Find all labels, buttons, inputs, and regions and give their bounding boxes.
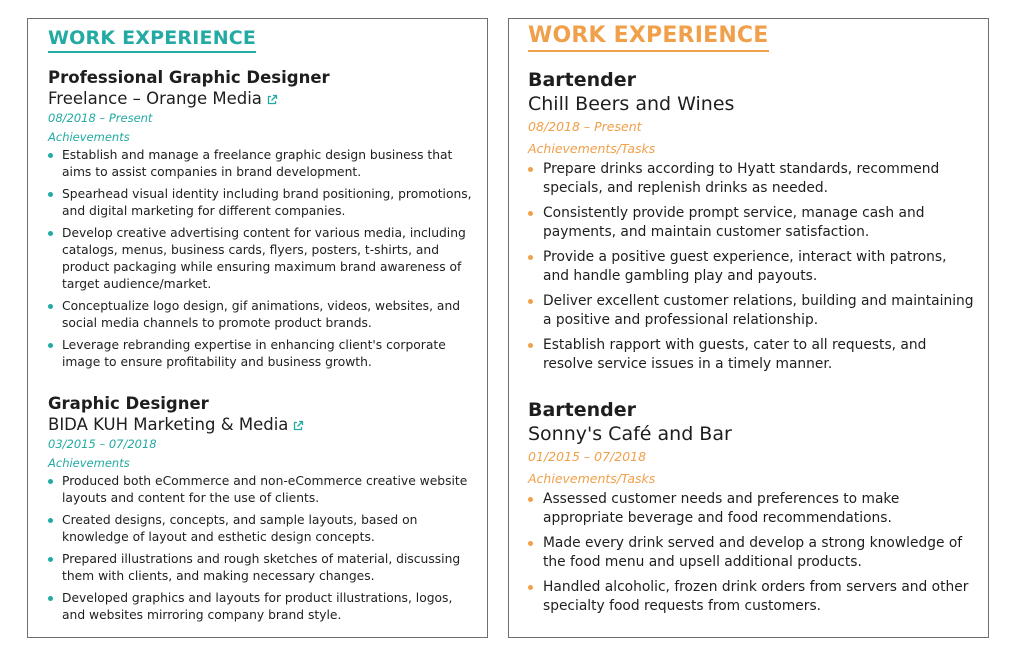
job-title: Graphic Designer — [48, 394, 209, 413]
list-item — [48, 186, 473, 220]
job-title: Professional Graphic Designer — [48, 68, 330, 87]
bullet-text: Developed graphics and layouts for product illustrations, logos, and websites mirroring company brand style. — [62, 591, 453, 622]
job-entry — [48, 67, 473, 371]
bullet-text: Prepared illustrations and rough sketches of material, discussing them with clients, and making necessary changes. — [62, 552, 461, 583]
bullet-text: Spearhead visual identity including brand positioning, promotions, and digital marketing for different companies. — [62, 187, 472, 218]
job-dates: 01/2015 – 07/2018 — [528, 449, 647, 464]
bullet-text: Provide a positive guest experience, interact with patrons, and handle gambling play and payouts. — [543, 249, 947, 284]
bullet-icon — [528, 255, 533, 260]
bullet-text: Establish rapport with guests, cater to all requests, and resolve service issues in a timely manner. — [543, 337, 927, 372]
list-item — [528, 336, 974, 374]
bullet-text: Prepare drinks according to Hyatt standards, recommend specials, and replenish drinks as needed. — [543, 161, 940, 196]
bullet-icon — [48, 153, 53, 158]
bullet-text: Develop creative advertising content for various media, including catalogs, menus, business cards, flyers, posters, t-shirts, and product packaging while ensuring maximum brand awareness of target audience/market. — [62, 226, 466, 291]
bullet-text: Produced both eCommerce and non-eCommerce creative website layouts and content for the use of clients. — [62, 474, 468, 505]
job-dates: 08/2018 – Present — [528, 119, 642, 134]
section-title: WORK EXPERIENCE — [48, 27, 256, 53]
external-link-icon[interactable] — [292, 420, 304, 432]
job-dates: 03/2015 – 07/2018 — [48, 437, 157, 451]
bullet-text: Consistently provide prompt service, manage cash and payments, and maintain customer satisfaction. — [543, 205, 925, 240]
bullet-text: Handled alcoholic, frozen drink orders from servers and other specialty food requests from customers. — [543, 579, 969, 614]
bullet-text: Created designs, concepts, and sample layouts, based on knowledge of layout and esthetic design concepts. — [62, 513, 418, 544]
bullet-icon — [48, 343, 53, 348]
company-name — [48, 88, 473, 109]
bullet-icon — [48, 479, 53, 484]
resume-panel-graphic-designer — [27, 18, 488, 638]
list-item — [528, 490, 974, 528]
achievements-label: Achievements/Tasks — [528, 471, 656, 486]
list-item — [528, 578, 974, 616]
achievements-label: Achievements — [48, 130, 130, 144]
bullet-icon — [48, 557, 53, 562]
bullet-text: Deliver excellent customer relations, building and maintaining a positive and professional relationship. — [543, 293, 974, 328]
job-entry — [48, 393, 473, 624]
list-item — [528, 292, 974, 330]
list-item — [48, 337, 473, 371]
company-name — [48, 414, 473, 435]
resume-panel-bartender — [508, 18, 989, 638]
list-item — [528, 204, 974, 242]
list-item — [48, 551, 473, 585]
list-item — [528, 248, 974, 286]
bullet-icon — [48, 518, 53, 523]
bullet-icon — [528, 343, 533, 348]
bullet-icon — [48, 231, 53, 236]
bullet-icon — [528, 541, 533, 546]
achievements-list — [528, 490, 974, 616]
list-item — [48, 147, 473, 181]
list-item — [48, 512, 473, 546]
external-link-icon[interactable] — [266, 94, 278, 106]
achievements-list — [528, 160, 974, 374]
job-entry — [528, 68, 974, 374]
achievements-label: Achievements — [48, 456, 130, 470]
company-name: Sonny's Café and Bar — [528, 423, 732, 445]
bullet-text: Conceptualize logo design, gif animations, videos, websites, and social media channels to promote product brands. — [62, 299, 461, 330]
company-label: Freelance – Orange Media — [48, 89, 262, 108]
achievements-label: Achievements/Tasks — [528, 141, 656, 156]
job-entry — [528, 398, 974, 616]
achievements-list — [48, 473, 473, 624]
bullet-icon — [528, 585, 533, 590]
list-item — [528, 534, 974, 572]
bullet-icon — [528, 497, 533, 502]
bullet-text: Establish and manage a freelance graphic design business that aims to assist companies in brand development. — [62, 148, 453, 179]
list-item — [48, 590, 473, 624]
bullet-icon — [528, 211, 533, 216]
bullet-icon — [48, 596, 53, 601]
bullet-icon — [48, 304, 53, 309]
bullet-icon — [48, 192, 53, 197]
job-title: Bartender — [528, 69, 637, 91]
list-item — [48, 298, 473, 332]
list-item — [48, 473, 473, 507]
section-title: WORK EXPERIENCE — [528, 23, 769, 52]
bullet-text: Assessed customer needs and preferences to make appropriate beverage and food recommendations. — [543, 491, 900, 526]
company-name: Chill Beers and Wines — [528, 93, 735, 115]
company-label: BIDA KUH Marketing & Media — [48, 415, 289, 434]
bullet-icon — [528, 299, 533, 304]
job-dates: 08/2018 – Present — [48, 111, 153, 125]
bullet-text: Leverage rebranding expertise in enhancing client's corporate image to ensure profitability and business growth. — [62, 338, 446, 369]
bullet-text: Made every drink served and develop a strong knowledge of the food menu and upsell additional products. — [543, 535, 963, 570]
job-title: Bartender — [528, 399, 637, 421]
bullet-icon — [528, 167, 533, 172]
list-item — [528, 160, 974, 198]
achievements-list — [48, 147, 473, 371]
list-item — [48, 225, 473, 293]
